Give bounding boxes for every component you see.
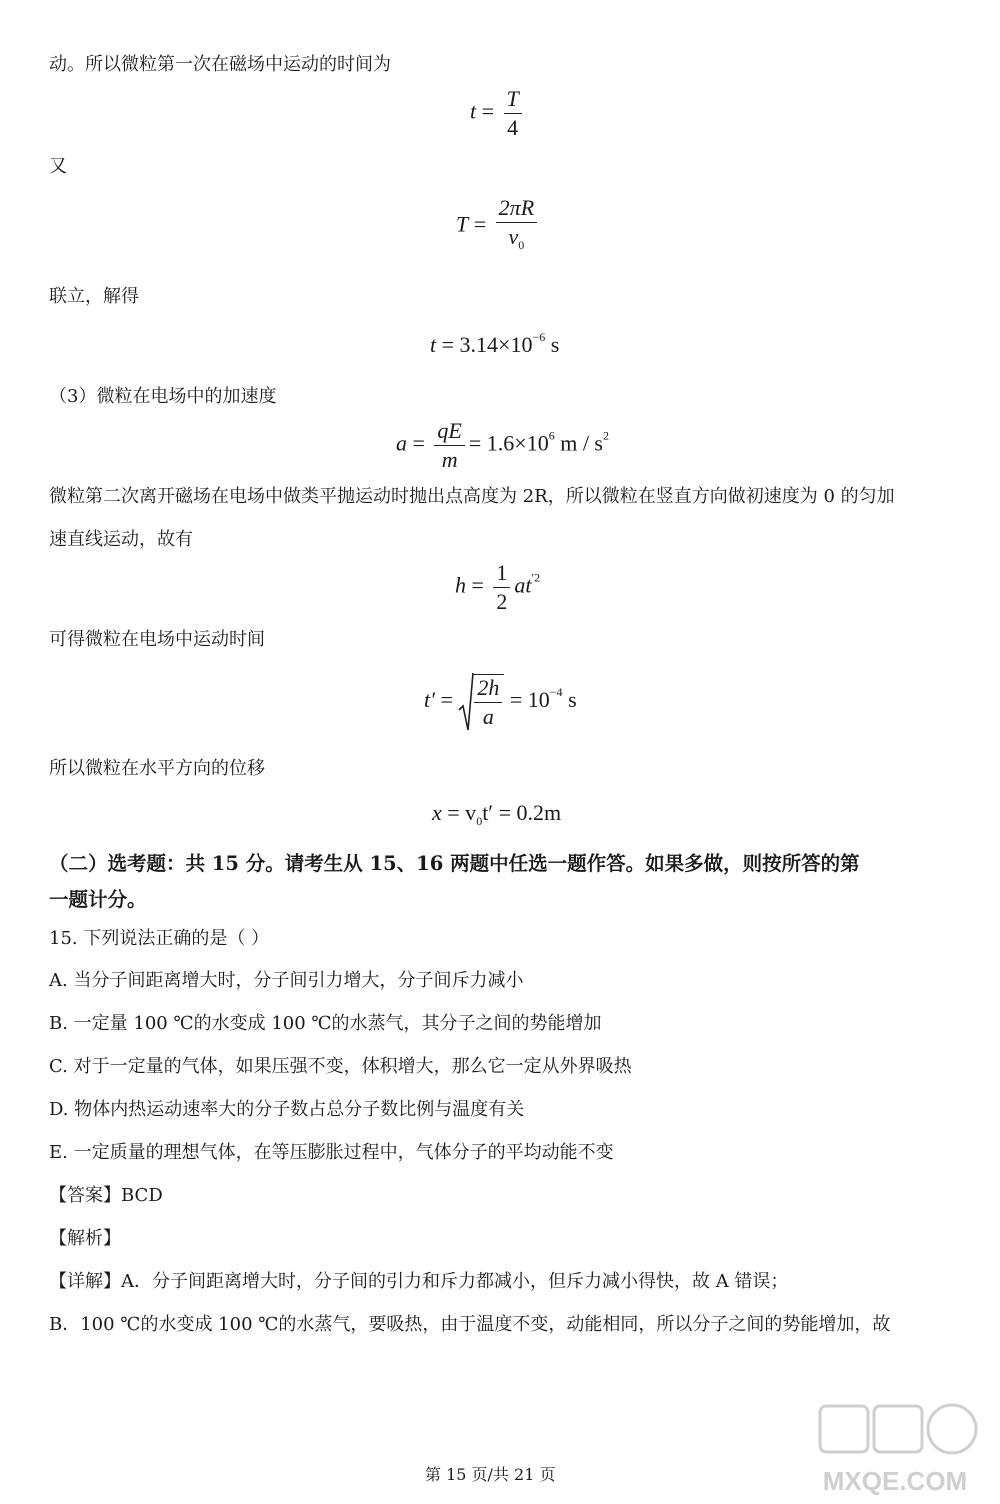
equation-time-result: $t = 3.14\times 10^{-6}$ s — [430, 330, 560, 357]
text-line: 动。所以微粒第一次在磁场中运动的时间为 — [49, 54, 391, 75]
watermark-logo — [800, 1398, 990, 1498]
answer-line: 【答案】BCD — [49, 1185, 163, 1206]
text-line: 所以微粒在水平方向的位移 — [49, 758, 265, 779]
analysis-label: 【解析】 — [49, 1228, 121, 1249]
equation-acceleration: a = $\frac{qE}{m}$ = $1.6\times 10^6$ m / $s^2$ — [396, 418, 609, 473]
text-line: （3）微粒在电场中的加速度 — [49, 386, 277, 407]
svg-text:MXQE.COM: MXQE.COM — [822, 1466, 968, 1496]
option-c: C. 对于一定量的气体，如果压强不变，体积增大，那么它一定从外界吸热 — [49, 1056, 632, 1077]
equation-period: T = $\frac{2\pi R}{v_0}$ — [456, 195, 541, 258]
page-number: 第 15 页/共 21 页 — [425, 1465, 556, 1484]
text-line: 微粒第二次离开磁场在电场中做类平抛运动时抛出点高度为 2R，所以微粒在竖直方向做初速度为 0 的匀加 — [49, 486, 895, 507]
text-line: 速直线运动，故有 — [49, 529, 193, 550]
text-line: 又 — [49, 156, 67, 177]
equation-height: h = $\frac{1}{2}$ $at^{'2}$ — [455, 560, 541, 615]
question-stem: 15. 下列说法正确的是（ ） — [49, 928, 270, 949]
option-e: E. 一定质量的理想气体，在等压膨胀过程中，气体分子的平均动能不变 — [49, 1142, 614, 1163]
equation-time-quarter-period: t = $\frac{T}{4}$ — [470, 86, 526, 141]
equation-displacement: $x = v_0t' = 0.2m$ — [432, 800, 562, 828]
equation-time-in-field: t′ = $\frac{2h}{a}$ = $10^{-4}$ s — [424, 672, 577, 732]
option-d: D. 物体内热运动速率大的分子数占总分子数比例与温度有关 — [49, 1099, 525, 1120]
text-line: 可得微粒在电场中运动时间 — [49, 629, 265, 650]
detail-line: 【详解】A．分子间距离增大时，分子间的引力和斥力都减小，但斥力减小得快，故 A 错误； — [49, 1271, 789, 1292]
text-line: 联立，解得 — [49, 286, 139, 307]
section-heading: （二）选考题：共 15 分。请考生从 15、16 两题中任选一题作答。如果多做，则按所答的第 — [49, 852, 860, 875]
detail-line-b: B．100 ℃的水变成 100 ℃的水蒸气，要吸热，由于温度不变，动能相同，所以分子之间的势能增加，故 — [49, 1314, 891, 1335]
sqrt-symbol: $\frac{2h}{a}$ — [458, 672, 504, 732]
option-a: A. 当分子间距离增大时，分子间引力增大，分子间斥力减小 — [49, 970, 524, 991]
option-b: B. 一定量 100 ℃的水变成 100 ℃的水蒸气，其分子之间的势能增加 — [49, 1013, 602, 1034]
section-heading-cont: 一题计分。 — [49, 888, 147, 911]
